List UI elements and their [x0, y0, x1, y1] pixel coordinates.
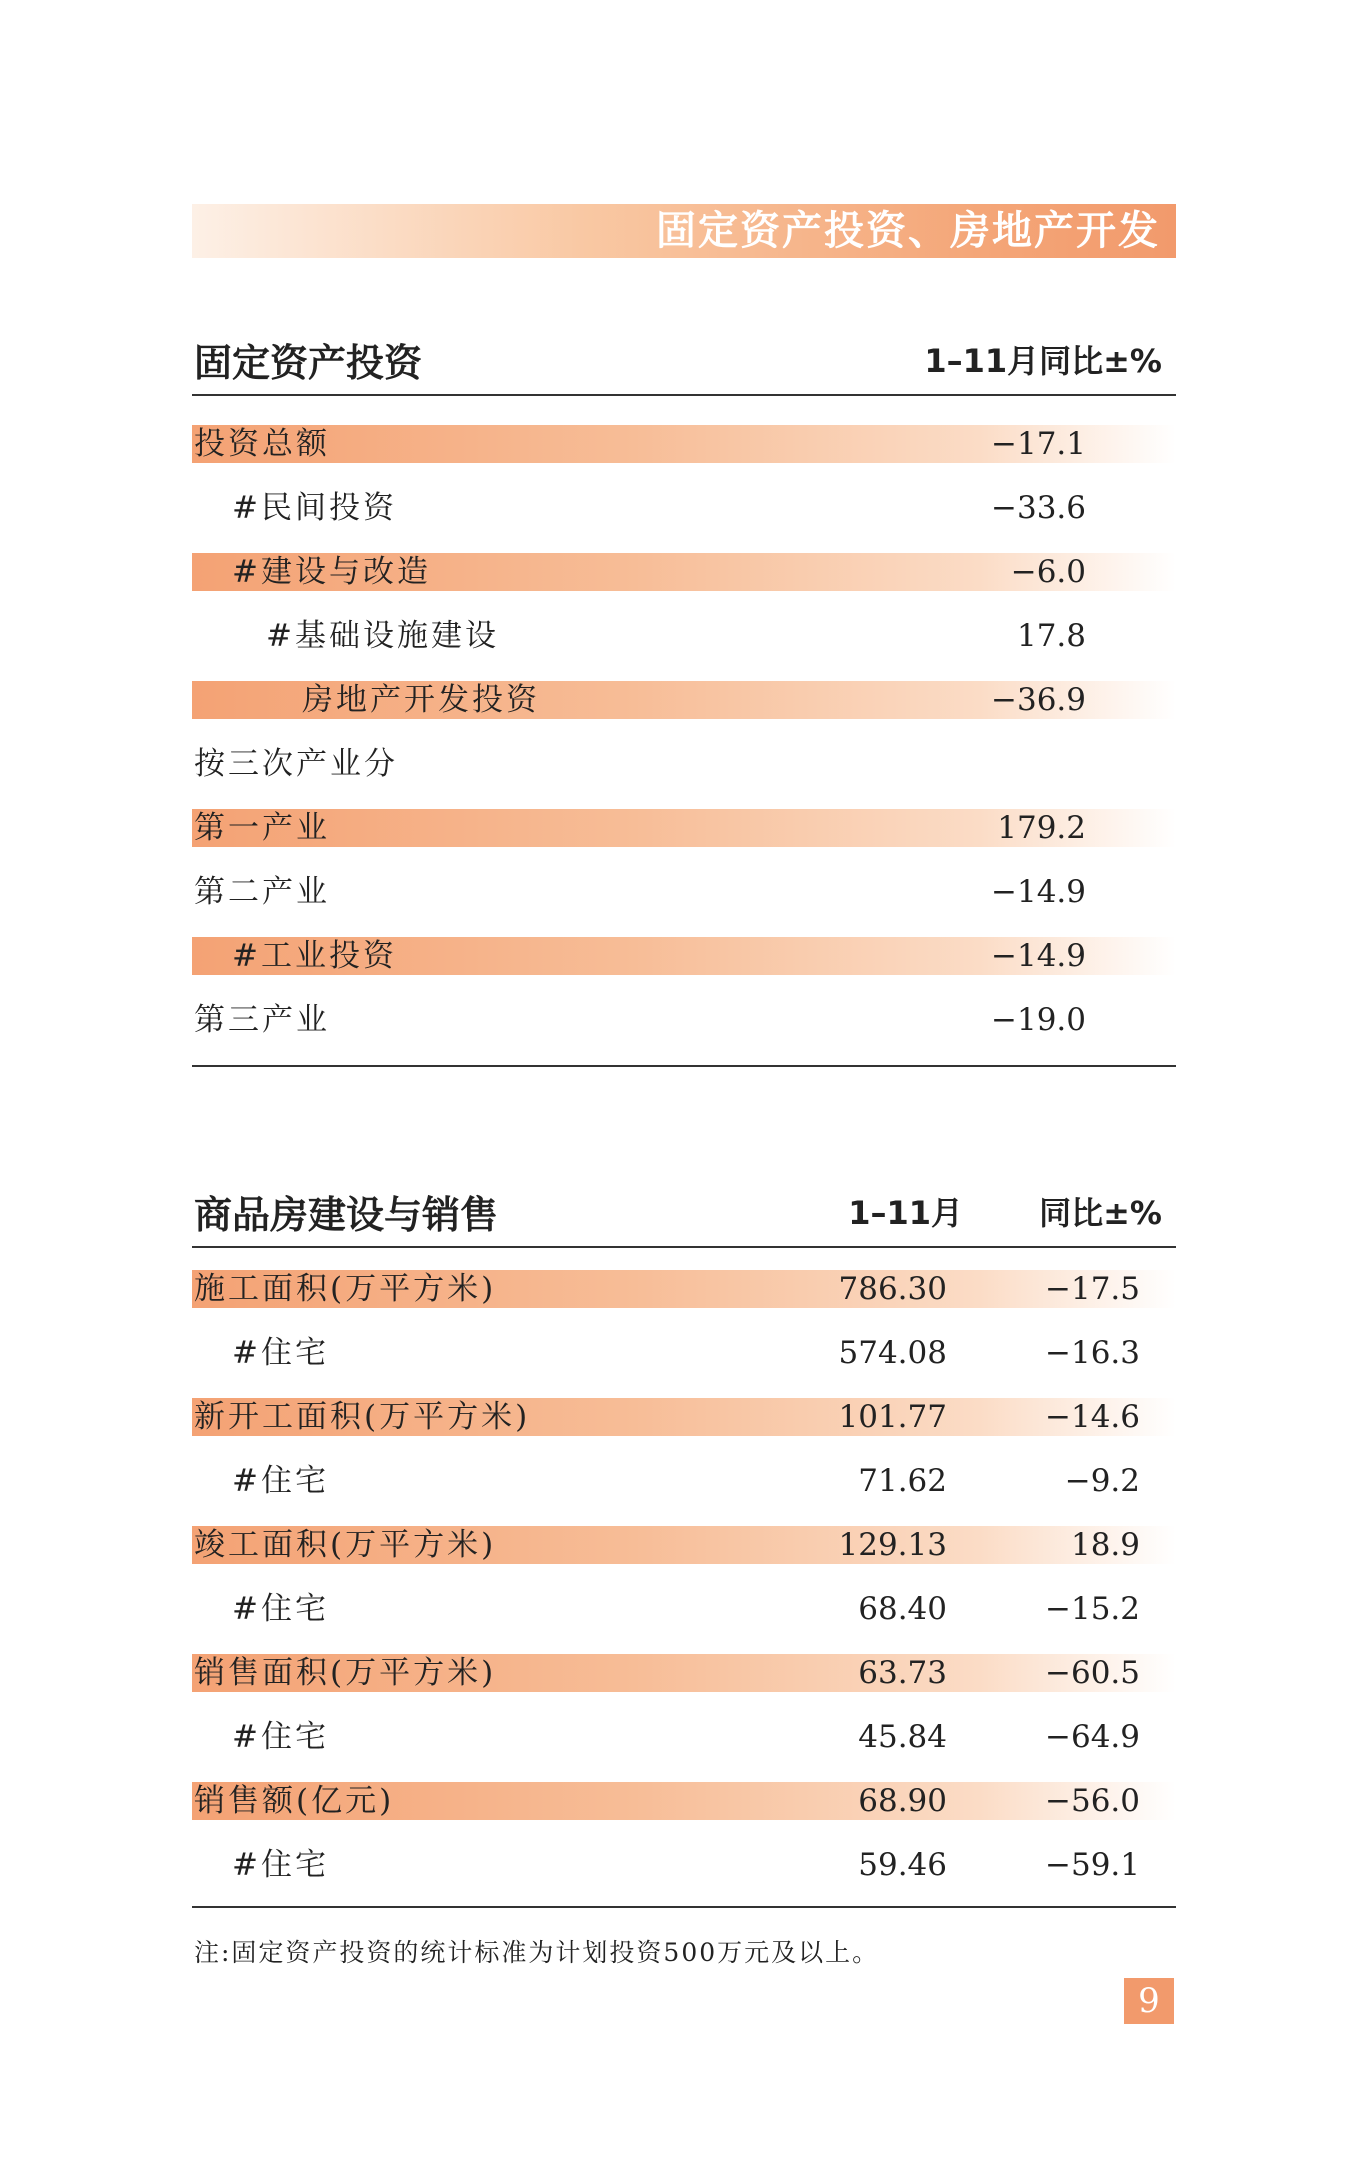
row-value: −33.6	[991, 490, 1086, 526]
row-value: 17.8	[1016, 618, 1086, 654]
row-label: #工业投资	[232, 938, 397, 974]
table-row	[192, 1398, 1176, 1436]
table-row	[192, 425, 1176, 463]
section-divider	[192, 1065, 1176, 1067]
footnote: 注:固定资产投资的统计标准为计划投资500万元及以上。	[194, 1938, 880, 1967]
row-value-yoy: −60.5	[1045, 1655, 1140, 1691]
table-row	[192, 617, 1176, 655]
row-value-ytd: 63.73	[858, 1655, 947, 1691]
row-label: #住宅	[232, 1591, 329, 1627]
row-label: #住宅	[232, 1463, 329, 1499]
fixed-investment-title: 固定资产投资	[194, 341, 423, 385]
section-divider	[192, 1906, 1176, 1908]
table-row	[192, 1001, 1176, 1039]
row-value-ytd: 71.62	[858, 1463, 947, 1499]
housing-col1-header: 1–11月	[848, 1194, 963, 1232]
row-value-ytd: 45.84	[858, 1719, 947, 1755]
row-value: −14.9	[991, 938, 1086, 974]
table-row	[192, 1718, 1176, 1756]
row-label: #住宅	[232, 1719, 329, 1755]
row-value: −19.0	[991, 1002, 1086, 1038]
fixed-investment-header	[192, 332, 1176, 392]
housing-title: 商品房建设与销售	[194, 1193, 499, 1237]
table-row	[192, 1846, 1176, 1884]
fixed-investment-col-header: 1–11月同比±%	[924, 342, 1162, 380]
row-value-yoy: −64.9	[1045, 1719, 1140, 1755]
housing-header	[192, 1184, 1176, 1244]
row-value-ytd: 68.90	[858, 1783, 947, 1819]
row-label: #住宅	[232, 1847, 329, 1883]
row-value-yoy: −14.6	[1045, 1399, 1140, 1435]
table-row	[192, 1782, 1176, 1820]
row-value: 179.2	[997, 810, 1086, 846]
row-label: 施工面积(万平方米)	[194, 1271, 497, 1307]
row-label: 投资总额	[194, 426, 330, 462]
row-value-ytd: 786.30	[838, 1271, 947, 1307]
housing-col2-header: 同比±%	[1039, 1194, 1162, 1232]
row-value: −6.0	[1010, 554, 1086, 590]
row-label: 按三次产业分	[194, 746, 398, 782]
row-label: 销售面积(万平方米)	[194, 1655, 497, 1691]
row-label: 房地产开发投资	[302, 682, 540, 718]
row-label: 第二产业	[194, 874, 330, 910]
table-row	[192, 1334, 1176, 1372]
row-value: −17.1	[991, 426, 1086, 462]
section-divider	[192, 1246, 1176, 1248]
section-divider	[192, 394, 1176, 396]
table-row	[192, 489, 1176, 527]
table-row	[192, 681, 1176, 719]
row-value-ytd: 129.13	[838, 1527, 947, 1563]
table-row	[192, 553, 1176, 591]
row-value-ytd: 101.77	[838, 1399, 947, 1435]
row-value-yoy: −59.1	[1045, 1847, 1140, 1883]
row-label: #民间投资	[232, 490, 397, 526]
row-label: 新开工面积(万平方米)	[194, 1399, 531, 1435]
row-label: #基础设施建设	[266, 618, 499, 654]
row-value-yoy: −16.3	[1045, 1335, 1140, 1371]
row-value-yoy: −17.5	[1045, 1271, 1140, 1307]
row-label: #住宅	[232, 1335, 329, 1371]
table-row	[192, 1526, 1176, 1564]
row-value-yoy: −9.2	[1064, 1463, 1140, 1499]
row-value: −36.9	[991, 682, 1086, 718]
row-label: 销售额(亿元)	[194, 1783, 395, 1819]
table-row	[192, 1270, 1176, 1308]
table-row	[192, 1462, 1176, 1500]
table-row	[192, 745, 1176, 783]
table-row	[192, 873, 1176, 911]
row-value-ytd: 59.46	[858, 1847, 947, 1883]
row-value-ytd: 574.08	[838, 1335, 947, 1371]
row-label: #建设与改造	[232, 554, 431, 590]
row-label: 第三产业	[194, 1002, 330, 1038]
row-value: −14.9	[991, 874, 1086, 910]
page-number: 9	[1124, 1978, 1174, 2024]
row-label: 第一产业	[194, 810, 330, 846]
row-value-yoy: −56.0	[1045, 1783, 1140, 1819]
row-value-ytd: 68.40	[858, 1591, 947, 1627]
table-row	[192, 809, 1176, 847]
row-label: 竣工面积(万平方米)	[194, 1527, 497, 1563]
table-row	[192, 1654, 1176, 1692]
row-value-yoy: −15.2	[1045, 1591, 1140, 1627]
table-row	[192, 937, 1176, 975]
row-value-yoy: 18.9	[1070, 1527, 1140, 1563]
table-row	[192, 1590, 1176, 1628]
chapter-title: 固定资产投资、房地产开发	[656, 208, 1160, 254]
chapter-banner	[192, 204, 1176, 258]
